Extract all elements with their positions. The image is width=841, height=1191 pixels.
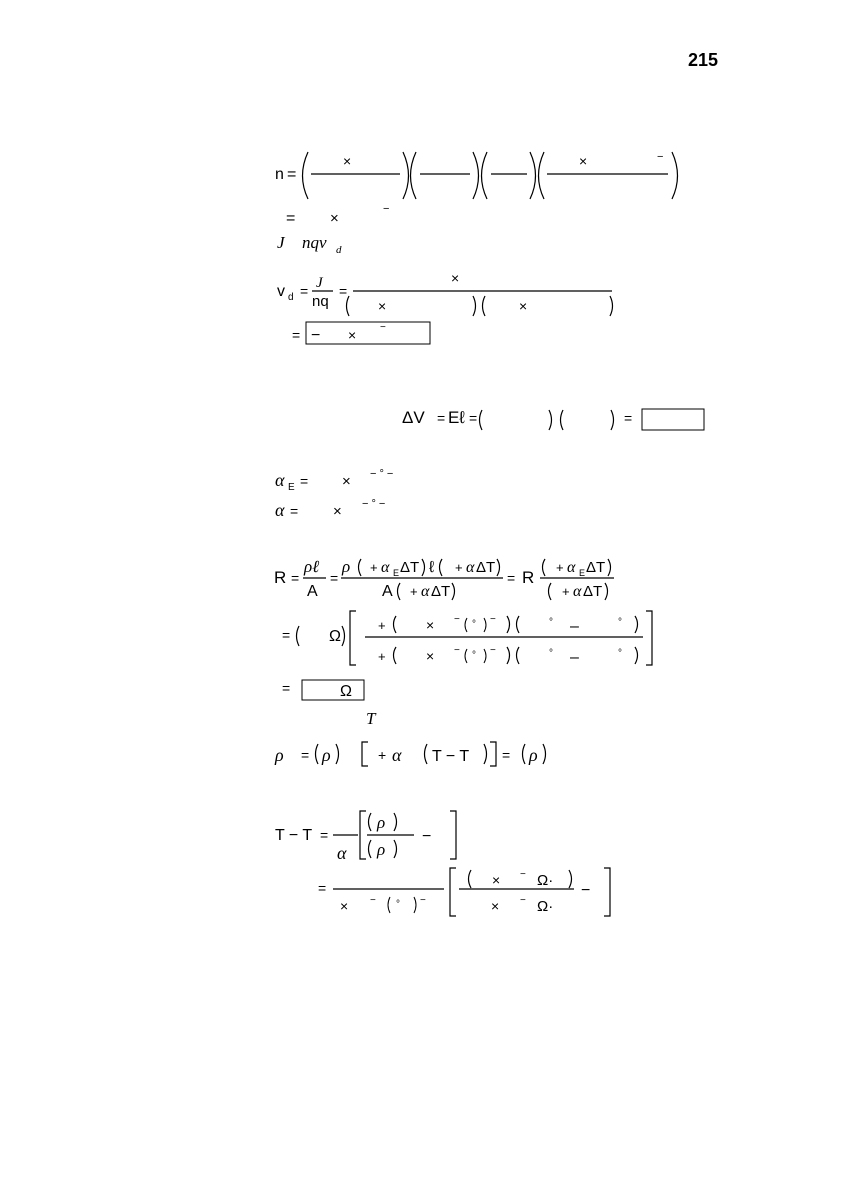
times-sign: × xyxy=(519,298,528,314)
omega-dot: Ω· xyxy=(537,898,554,915)
times-sign: × xyxy=(343,153,352,169)
T-minus-T: T − T xyxy=(432,748,470,765)
alpha-symbol: α xyxy=(392,745,402,765)
left-paren xyxy=(411,152,417,199)
right-paren xyxy=(610,296,613,316)
subscript-E: E xyxy=(579,568,586,578)
times-sign: × xyxy=(451,270,460,286)
left-paren xyxy=(388,897,390,913)
left-paren xyxy=(369,840,372,858)
degree-sign: ° xyxy=(549,648,553,659)
equals-sign: = xyxy=(339,283,348,299)
delta-T: ΔT xyxy=(476,559,496,576)
degree-sign: ° xyxy=(472,650,476,661)
plus-sign: + xyxy=(410,584,418,599)
J-symbol: J xyxy=(277,233,285,252)
right-paren xyxy=(484,744,487,764)
superscript-minus: − xyxy=(520,869,526,880)
right-paren xyxy=(507,616,510,633)
left-paren xyxy=(539,152,545,199)
minus-sign: − xyxy=(581,882,591,899)
alpha-symbol: α xyxy=(567,559,576,576)
equation-alpha-E xyxy=(275,468,393,493)
degree-sign: ° xyxy=(549,617,553,628)
times-sign: × xyxy=(333,503,342,520)
right-paren xyxy=(394,813,397,831)
right-paren xyxy=(497,559,500,576)
equals-sign: = xyxy=(282,627,291,643)
plus-sign: + xyxy=(378,747,387,763)
equals-sign: = xyxy=(291,570,300,586)
rho-symbol: ρ xyxy=(377,813,386,832)
equals-sign: = xyxy=(290,503,299,519)
n-symbol: n xyxy=(275,166,284,183)
delta-T: ΔT xyxy=(400,559,420,576)
equation-drift-velocity xyxy=(277,270,613,316)
fraction-denominator: nq xyxy=(312,293,329,310)
equals-sign: = xyxy=(300,473,309,489)
degree-sign: ° xyxy=(396,899,400,910)
left-paren xyxy=(347,296,350,316)
superscript-minus: − xyxy=(420,895,426,906)
left-bracket xyxy=(360,811,366,859)
right-paren xyxy=(342,626,345,646)
right-paren xyxy=(569,870,572,888)
superscript-units: − ° − xyxy=(370,468,394,480)
plus-sign: + xyxy=(455,560,463,575)
T-minus-T: T − T xyxy=(275,827,313,844)
delta-T: ΔT xyxy=(431,583,451,600)
R-symbol: R xyxy=(274,568,287,587)
times-sign: × xyxy=(340,898,349,914)
right-paren xyxy=(473,296,476,316)
plus-sign: + xyxy=(378,618,386,633)
alpha-symbol: α xyxy=(381,559,390,576)
left-paren xyxy=(465,649,467,663)
superscript-minus: − xyxy=(490,614,496,625)
right-paren xyxy=(608,559,611,576)
superscript-minus: − xyxy=(454,645,460,656)
equation-potential-difference xyxy=(402,408,704,430)
equation-resistance xyxy=(274,557,614,600)
right-paren xyxy=(611,410,614,430)
equation-temperature-substitution xyxy=(318,868,610,916)
superscript-minus: − xyxy=(370,895,376,906)
equation-resistance-result xyxy=(282,680,364,700)
times-sign: × xyxy=(330,210,339,227)
left-paren xyxy=(523,744,526,764)
equals-sign: = xyxy=(624,410,633,426)
times-sign: × xyxy=(342,473,351,490)
E-ell: Eℓ xyxy=(448,408,465,427)
times-sign: × xyxy=(426,648,435,664)
left-paren xyxy=(561,410,564,430)
right-bracket xyxy=(604,868,610,916)
omega-symbol: Ω xyxy=(340,683,352,700)
left-paren xyxy=(297,626,300,646)
alpha-symbol: α xyxy=(337,843,347,863)
right-paren xyxy=(672,152,678,199)
times-sign: × xyxy=(492,872,501,888)
page-number: 215 xyxy=(688,50,719,70)
times-sign: × xyxy=(348,327,357,343)
temperature-label xyxy=(366,709,377,728)
right-paren xyxy=(336,744,339,764)
superscript-minus: − xyxy=(454,614,460,625)
subscript-d: d xyxy=(288,292,294,303)
ell-symbol: ℓ xyxy=(429,559,435,576)
left-paren xyxy=(303,152,309,199)
equals-sign: = xyxy=(301,747,310,763)
times-sign: × xyxy=(491,898,500,914)
plus-sign: + xyxy=(378,649,386,664)
left-paren xyxy=(369,813,372,831)
left-paren xyxy=(316,744,319,764)
equals-sign: = xyxy=(437,410,446,426)
left-paren xyxy=(483,296,486,316)
v-symbol: v xyxy=(277,283,285,300)
left-paren xyxy=(359,559,362,576)
right-paren xyxy=(635,647,638,664)
right-paren xyxy=(473,152,479,199)
left-paren xyxy=(482,152,488,199)
equals-sign: = xyxy=(300,283,309,299)
fraction-numerator: ρℓ xyxy=(304,557,320,576)
degree-sign: ° xyxy=(618,648,622,659)
right-bracket xyxy=(646,611,652,665)
alpha-symbol: α xyxy=(275,500,285,520)
times-sign: × xyxy=(378,298,387,314)
left-paren xyxy=(394,616,397,633)
subscript-E: E xyxy=(288,482,295,493)
left-paren xyxy=(480,410,483,430)
rho-symbol: ρ xyxy=(529,745,538,765)
left-paren xyxy=(394,647,397,664)
fraction-denominator: A xyxy=(307,583,318,600)
en-dash: – xyxy=(570,618,579,635)
minus-sign: − xyxy=(311,327,321,344)
omega-symbol: Ω xyxy=(329,628,341,645)
rho-symbol: ρ xyxy=(342,557,351,576)
delta-V: ΔV xyxy=(402,408,425,427)
plus-sign: + xyxy=(370,560,378,575)
equation-resistivity xyxy=(274,742,546,766)
left-paren xyxy=(425,744,428,764)
degree-sign: ° xyxy=(472,619,476,630)
equation-alpha xyxy=(275,498,385,520)
left-paren xyxy=(543,559,546,576)
equals-sign: = xyxy=(286,210,296,227)
left-paren xyxy=(398,583,401,600)
left-paren xyxy=(465,618,467,632)
left-bracket xyxy=(350,611,356,665)
result-box xyxy=(642,409,704,430)
right-bracket xyxy=(490,742,496,766)
subscript-E: E xyxy=(393,568,400,578)
equation-drift-result xyxy=(292,322,430,344)
right-paren xyxy=(549,410,552,430)
delta-T: ΔT xyxy=(586,559,606,576)
equation-carrier-density xyxy=(275,151,678,199)
left-paren xyxy=(469,870,472,888)
fraction-numerator: J xyxy=(316,275,323,291)
delta-T: ΔT xyxy=(583,583,603,600)
nqv-symbol: nqv xyxy=(302,233,327,252)
equation-n-result xyxy=(286,203,389,227)
equals-sign: = xyxy=(469,410,478,426)
alpha-symbol: α xyxy=(466,559,475,576)
right-bracket xyxy=(450,811,456,859)
superscript-minus: − xyxy=(520,895,526,906)
subscript-d: d xyxy=(336,244,342,256)
rho-symbol: ρ xyxy=(377,840,386,859)
times-sign: × xyxy=(426,617,435,633)
right-paren xyxy=(543,744,546,764)
alpha-symbol: α xyxy=(573,583,582,600)
right-paren xyxy=(507,647,510,664)
equals-sign: = xyxy=(292,327,301,343)
right-paren xyxy=(403,152,409,199)
equals-sign: = xyxy=(318,880,327,896)
right-paren xyxy=(422,559,425,576)
rho-symbol: ρ xyxy=(322,745,331,765)
left-paren xyxy=(549,583,552,600)
en-dash: – xyxy=(570,649,579,666)
equation-current-density xyxy=(277,233,342,256)
equation-temperature xyxy=(275,811,456,863)
R-symbol: R xyxy=(522,568,535,587)
equals-sign: = xyxy=(287,166,297,183)
left-bracket xyxy=(450,868,456,916)
superscript-minus: − xyxy=(490,645,496,656)
superscript-minus: − xyxy=(657,151,664,163)
superscript-minus: − xyxy=(380,322,386,333)
superscript-units: − ° − xyxy=(362,498,386,510)
left-bracket xyxy=(362,742,368,766)
right-paren xyxy=(635,616,638,633)
right-paren xyxy=(394,840,397,858)
equals-sign: = xyxy=(320,827,329,843)
rho-symbol: ρ xyxy=(275,745,284,765)
T-symbol: T xyxy=(366,709,376,728)
A-symbol: A xyxy=(382,583,393,600)
omega-dot: Ω· xyxy=(537,872,554,889)
equals-sign: = xyxy=(502,747,511,763)
right-paren xyxy=(452,583,455,600)
left-paren xyxy=(517,647,520,664)
left-paren xyxy=(440,559,443,576)
left-paren xyxy=(517,616,520,633)
plus-sign: + xyxy=(556,560,564,575)
alpha-symbol: α xyxy=(275,470,285,490)
degree-sign: ° xyxy=(618,617,622,628)
equals-sign: = xyxy=(330,570,339,586)
result-box xyxy=(306,322,430,344)
equation-resistance-substitution xyxy=(282,611,652,666)
right-paren xyxy=(414,897,416,913)
times-sign: × xyxy=(579,153,588,169)
right-paren xyxy=(530,152,536,199)
right-paren xyxy=(484,618,486,632)
plus-sign: + xyxy=(562,584,570,599)
right-paren xyxy=(484,649,486,663)
equals-sign: = xyxy=(507,570,516,586)
superscript-minus: − xyxy=(383,203,390,215)
right-paren xyxy=(605,583,608,600)
alpha-symbol: α xyxy=(421,583,430,600)
equals-sign: = xyxy=(282,680,291,696)
result-box xyxy=(302,680,364,700)
minus-sign: − xyxy=(422,828,432,845)
